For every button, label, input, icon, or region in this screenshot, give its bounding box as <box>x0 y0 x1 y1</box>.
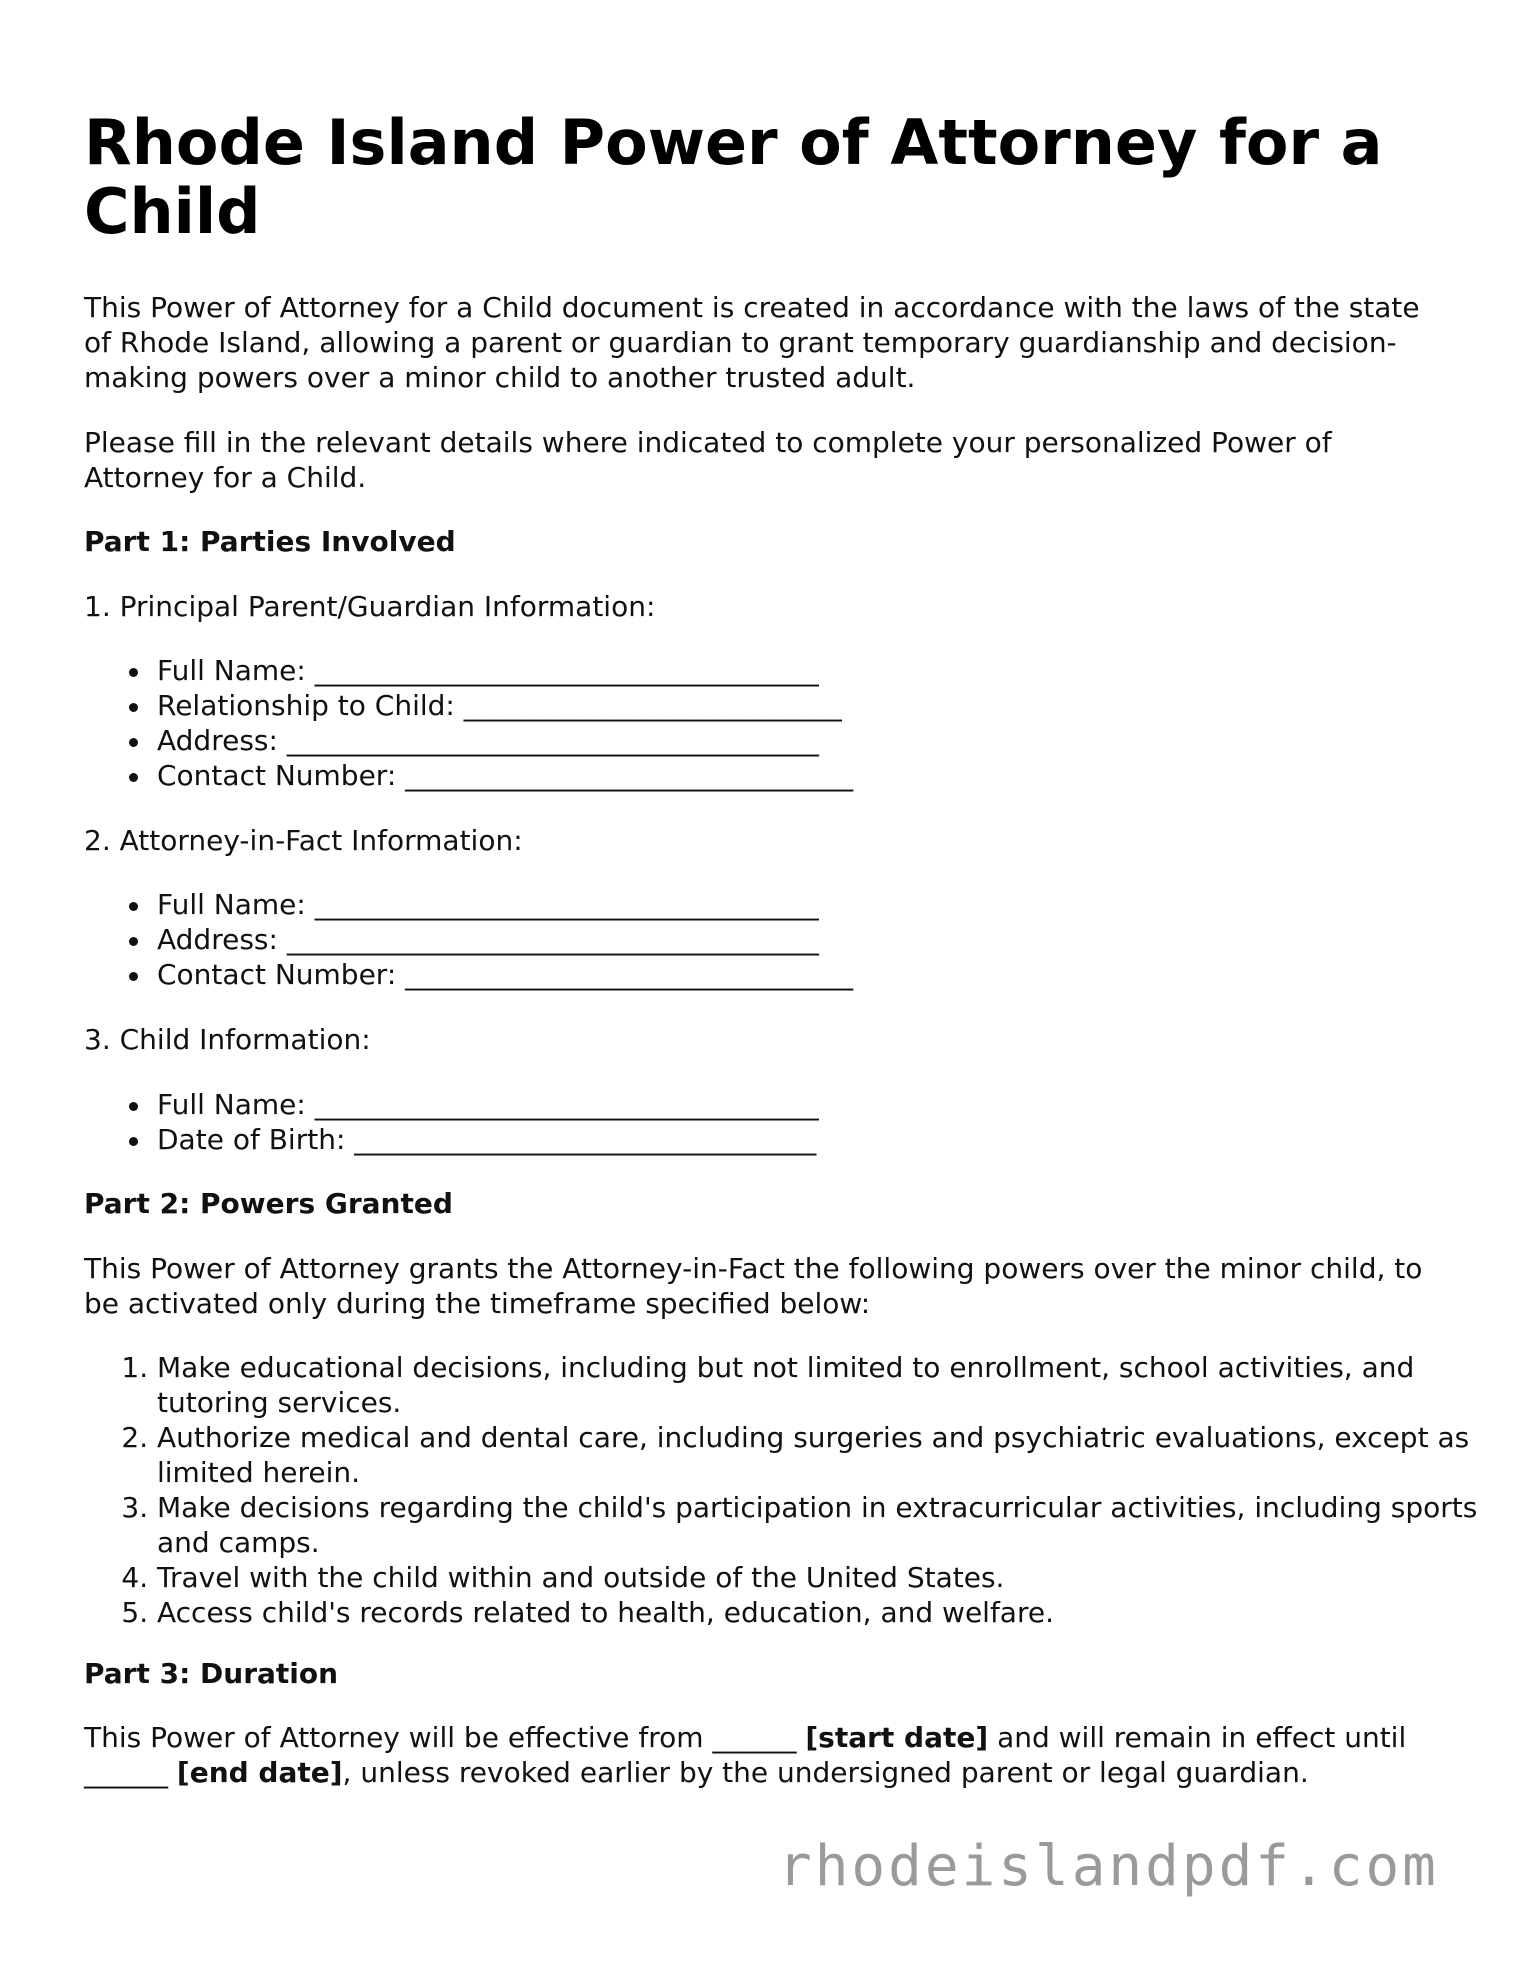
date-of-birth-blank[interactable]: _________________________________ <box>354 1123 817 1156</box>
duration-text-start: This Power of Attorney will be effective from ______ <box>84 1721 806 1754</box>
watermark: rhodeislandpdf.com <box>778 1834 1439 1899</box>
duration-paragraph <box>84 1720 1424 1790</box>
duration-text-middle: and will remain in effect until ______ <box>84 1721 1407 1789</box>
list-item <box>157 922 853 957</box>
field-label: Contact Number: <box>157 759 397 792</box>
relationship-blank[interactable]: ___________________________ <box>463 689 842 722</box>
attorney-fields-list <box>84 887 853 992</box>
field-label: Address: <box>157 923 278 956</box>
powers-list <box>84 1350 1497 1630</box>
field-label: Relationship to Child: <box>157 689 455 722</box>
field-label: Full Name: <box>157 1088 306 1121</box>
list-item <box>157 887 853 922</box>
attorney-section-label: 2. Attorney-in-Fact Information: <box>84 824 523 857</box>
document-title: Rhode Island Power of Attorney for a Child <box>84 106 1383 248</box>
list-item <box>157 758 853 793</box>
part2-heading: Part 2: Powers Granted <box>84 1187 453 1220</box>
principal-fields-list <box>84 653 853 793</box>
list-item: 1. Make educational decisions, including but not limited to enrollment, school activities, and tutoring services. <box>157 1350 1497 1420</box>
start-date-placeholder[interactable]: [start date] <box>805 1721 989 1754</box>
field-label: Full Name: <box>157 888 306 921</box>
field-label: Date of Birth: <box>157 1123 346 1156</box>
full-name-blank[interactable]: ____________________________________ <box>314 888 819 921</box>
part2-paragraph: This Power of Attorney grants the Attorney-in-Fact the following powers over the minor child, to be activated only during the timeframe specified below: <box>84 1252 1423 1320</box>
part1-heading: Part 1: Parties Involved <box>84 525 456 558</box>
list-item <box>157 1122 819 1157</box>
child-section-label: 3. Child Information: <box>84 1023 371 1056</box>
duration-text-end: , unless revoked earlier by the undersigned parent or legal guardian. <box>342 1756 1309 1789</box>
list-item: 4. Travel with the child within and outside of the United States. <box>157 1560 1497 1595</box>
field-label: Full Name: <box>157 654 306 687</box>
address-blank[interactable]: ______________________________________ <box>286 923 819 956</box>
contact-number-blank[interactable]: ________________________________ <box>405 759 854 792</box>
principal-section-label: 1. Principal Parent/Guardian Information: <box>84 590 656 623</box>
list-item <box>157 688 853 723</box>
list-item <box>157 723 853 758</box>
part3-heading: Part 3: Duration <box>84 1657 339 1690</box>
child-fields-list <box>84 1087 819 1157</box>
list-item: 5. Access child's records related to health, education, and welfare. <box>157 1595 1497 1630</box>
list-item: 2. Authorize medical and dental care, including surgeries and psychiatric evaluations, except as limited herein. <box>157 1420 1497 1490</box>
full-name-blank[interactable]: ____________________________________ <box>314 1088 819 1121</box>
field-label: Address: <box>157 724 278 757</box>
list-item: 3. Make decisions regarding the child's participation in extracurricular activities, including sports and camps. <box>157 1490 1497 1560</box>
contact-number-blank[interactable]: ________________________________ <box>405 958 854 991</box>
end-date-placeholder[interactable]: [end date] <box>176 1756 343 1789</box>
list-item <box>157 957 853 992</box>
instructions-paragraph: Please fill in the relevant details where indicated to complete your personalized Power of Attorney for a Child. <box>84 426 1332 494</box>
intro-paragraph: This Power of Attorney for a Child document is created in accordance with the laws of the state of Rhode Island, allowing a parent or guardian to grant temporary guardianship and decision-making powers over a minor child to another trusted adult. <box>84 291 1420 394</box>
full-name-blank[interactable]: ____________________________________ <box>314 654 819 687</box>
list-item <box>157 1087 819 1122</box>
address-blank[interactable]: ______________________________________ <box>286 724 819 757</box>
field-label: Contact Number: <box>157 958 397 991</box>
list-item <box>157 653 853 688</box>
